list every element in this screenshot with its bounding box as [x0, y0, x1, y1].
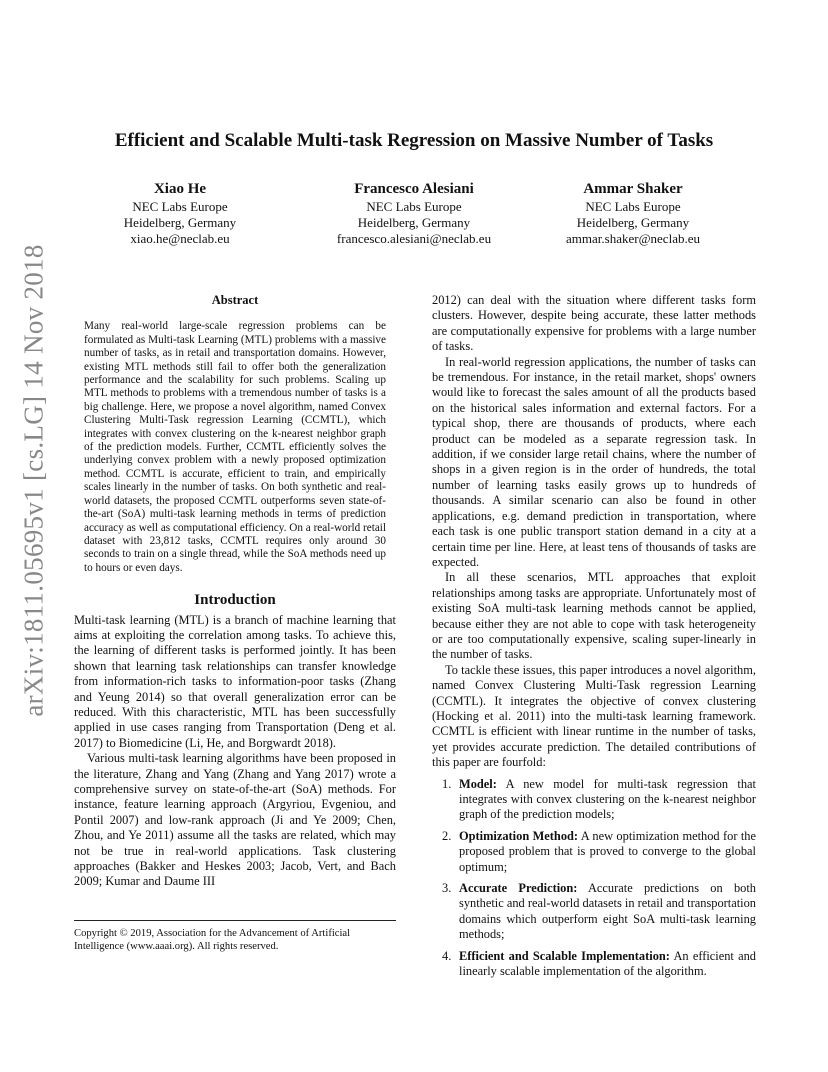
- author-location: Heidelberg, Germany: [357, 215, 471, 230]
- author-name: Francesco Alesiani: [354, 181, 474, 197]
- introduction-heading: Introduction: [194, 592, 276, 609]
- arxiv-stamp: [14, 243, 54, 717]
- contribution-title: Model:: [459, 776, 497, 791]
- author-affiliation: NEC Labs Europe: [366, 199, 462, 214]
- body-paragraph: To tackle these issues, this paper introduces a novel algorithm, named Convex Clustering Multi-Task regression Learning (CCMTL). It integrates the objective of convex clustering (Hocking et al. 2011) into the multi-task learning framework. CCMTL is efficient with linear runtime in the number of tasks, yet provides accurate prediction. The detailed contributions of this paper are fourfold:: [432, 662, 756, 770]
- list-number: 4.: [442, 948, 452, 963]
- copyright-footnote: Copyright © 2019, Association for the Advancement of Artificial Intelligence (www.aaai.org). All rights reserved.: [74, 920, 396, 953]
- contribution-title: Efficient and Scalable Implementation:: [459, 948, 670, 963]
- intro-paragraph: Various multi-task learning algorithms have been proposed in the literature, Zhang and Yang (Zhang and Yang 2017) wrote a comprehensive survey on state-of-the-art (SoA) methods. For instance, feature learning approach (Argyriou, Evgeniou, and Pontil 2007) and low-rank approach (Ji and Ye 2009; Chen, Zhou, and Ye 2011) assume all the tasks are related, which may not be true in real-world applications. Task clustering approaches (Bakker and Heskes 2003; Jacob, Vert, and Bach 2009; Kumar and Daume III: [74, 751, 396, 889]
- list-item: [432, 777, 756, 823]
- author-block: [100, 180, 260, 247]
- author-affiliation: NEC Labs Europe: [132, 199, 228, 214]
- author-email: xiao.he@neclab.eu: [130, 231, 230, 246]
- left-column: [74, 293, 396, 890]
- body-paragraph: In real-world regression applications, the number of tasks can be tremendous. For instance, in the retail market, shops' owners would like to forecast the sales amount of all the products based on the historical sales information and external factors. For a typical shop, there are thousands of products, where each product can be modeled as a separate regression task. In addition, if we consider large retail chains, where the number of shops in a given region is in the order of hundreds, the total number of learning tasks easily grows up to hundreds of thousands. A similar scenario can also be found in other applications, e.g. demand prediction in transportation, where each task is one public transport station demand in a city at a certain time per line. Here, at least tens of thousands of tasks are expected.: [432, 354, 756, 569]
- contribution-title: Optimization Method:: [459, 828, 579, 843]
- list-item: [432, 881, 756, 943]
- contribution-title: Accurate Prediction:: [459, 881, 578, 896]
- author-email: francesco.alesiani@neclab.eu: [336, 231, 492, 246]
- body-paragraph: In all these scenarios, MTL approaches that exploit relationships among tasks are appropriate. Unfortunately most of existing SoA multi-task learning methods cannot be applied, because either they are not able to cope with task heterogeneity or are too computationally expensive, scaling super-linearly in the number of tasks.: [432, 570, 756, 662]
- author-location: Heidelberg, Germany: [123, 215, 237, 230]
- abstract-heading: Abstract: [211, 293, 259, 307]
- list-item: [432, 949, 756, 980]
- contributions-list: [432, 777, 756, 980]
- arxiv-stamp-text: arXiv:1811.05695v1 [cs.LG] 14 Nov 2018: [18, 243, 49, 717]
- author-name: Ammar Shaker: [583, 181, 683, 197]
- contribution-text: A new optimization method for the proposed problem that is proved to converge to the global optimum;: [459, 828, 756, 874]
- right-column: [432, 293, 756, 985]
- author-email: ammar.shaker@neclab.eu: [566, 231, 700, 246]
- list-number: 2.: [442, 828, 452, 843]
- list-number: 3.: [442, 881, 452, 896]
- contribution-text: An efficient and linearly scalable implementation of the algorithm.: [459, 948, 756, 979]
- author-block: [318, 180, 510, 247]
- contribution-text: A new model for multi-task regression that integrates with convex clustering on the k-nearest neighbor graph of the prediction models;: [459, 776, 756, 822]
- author-location: Heidelberg, Germany: [576, 215, 690, 230]
- author-name: Xiao He: [153, 181, 207, 197]
- author-affiliation: NEC Labs Europe: [585, 199, 681, 214]
- paper-title: Efficient and Scalable Multi-task Regression on Massive Number of Tasks: [114, 130, 714, 151]
- contribution-text: Accurate predictions on both synthetic and real-world datasets in retail and transportation domains which outperform eight SoA multi-task learning methods;: [459, 881, 756, 942]
- abstract-text: Many real-world large-scale regression problems can be formulated as Multi-task Learning (MTL) problems with a massive number of tasks, as in retail and transportation domains. However, existing MTL methods still fail to offer both the generalization performance and the scalability for such problems. Scaling up MTL methods to problems with a tremendous number of tasks is a big challenge. Here, we propose a novel algorithm, named Convex Clustering Multi-Task regression Learning (CCMTL), which integrates with convex clustering on the k-nearest neighbor graph of the prediction models. Further, CCMTL efficiently solves the underlying convex problem with a newly proposed optimization method. CCMTL is accurate, efficient to train, and empirically scales linearly in the number of tasks. On both synthetic and real-world datasets, the proposed CCMTL outperforms seven state-of-the-art (SoA) multi-task learning methods in terms of prediction accuracy as well as computational efficiency. On a real-world retail dataset with 23,812 tasks, CCMTL requires only around 30 seconds to train on a single thread, while the SoA methods need up to hours or even days.: [84, 320, 386, 574]
- author-block: [550, 180, 716, 247]
- intro-paragraph: Multi-task learning (MTL) is a branch of machine learning that aims at exploiting the correlation among tasks. To achieve this, the learning of different tasks is performed jointly. It has been shown that learning task relationships can transfer knowledge from information-rich tasks to information-poor tasks (Zhang and Yeung 2014) so that overall generalization error can be reduced. With this characteristic, MTL has been successfully applied in use cases ranging from Transportation (Deng et al. 2017) to Biomedicine (Li, He, and Borgwardt 2018).: [74, 612, 396, 750]
- list-number: 1.: [442, 776, 452, 791]
- list-item: [432, 829, 756, 875]
- body-paragraph: 2012) can deal with the situation where different tasks form clusters. However, despite being accurate, these latter methods are computationally expensive for problems with a large number of tasks.: [432, 293, 756, 354]
